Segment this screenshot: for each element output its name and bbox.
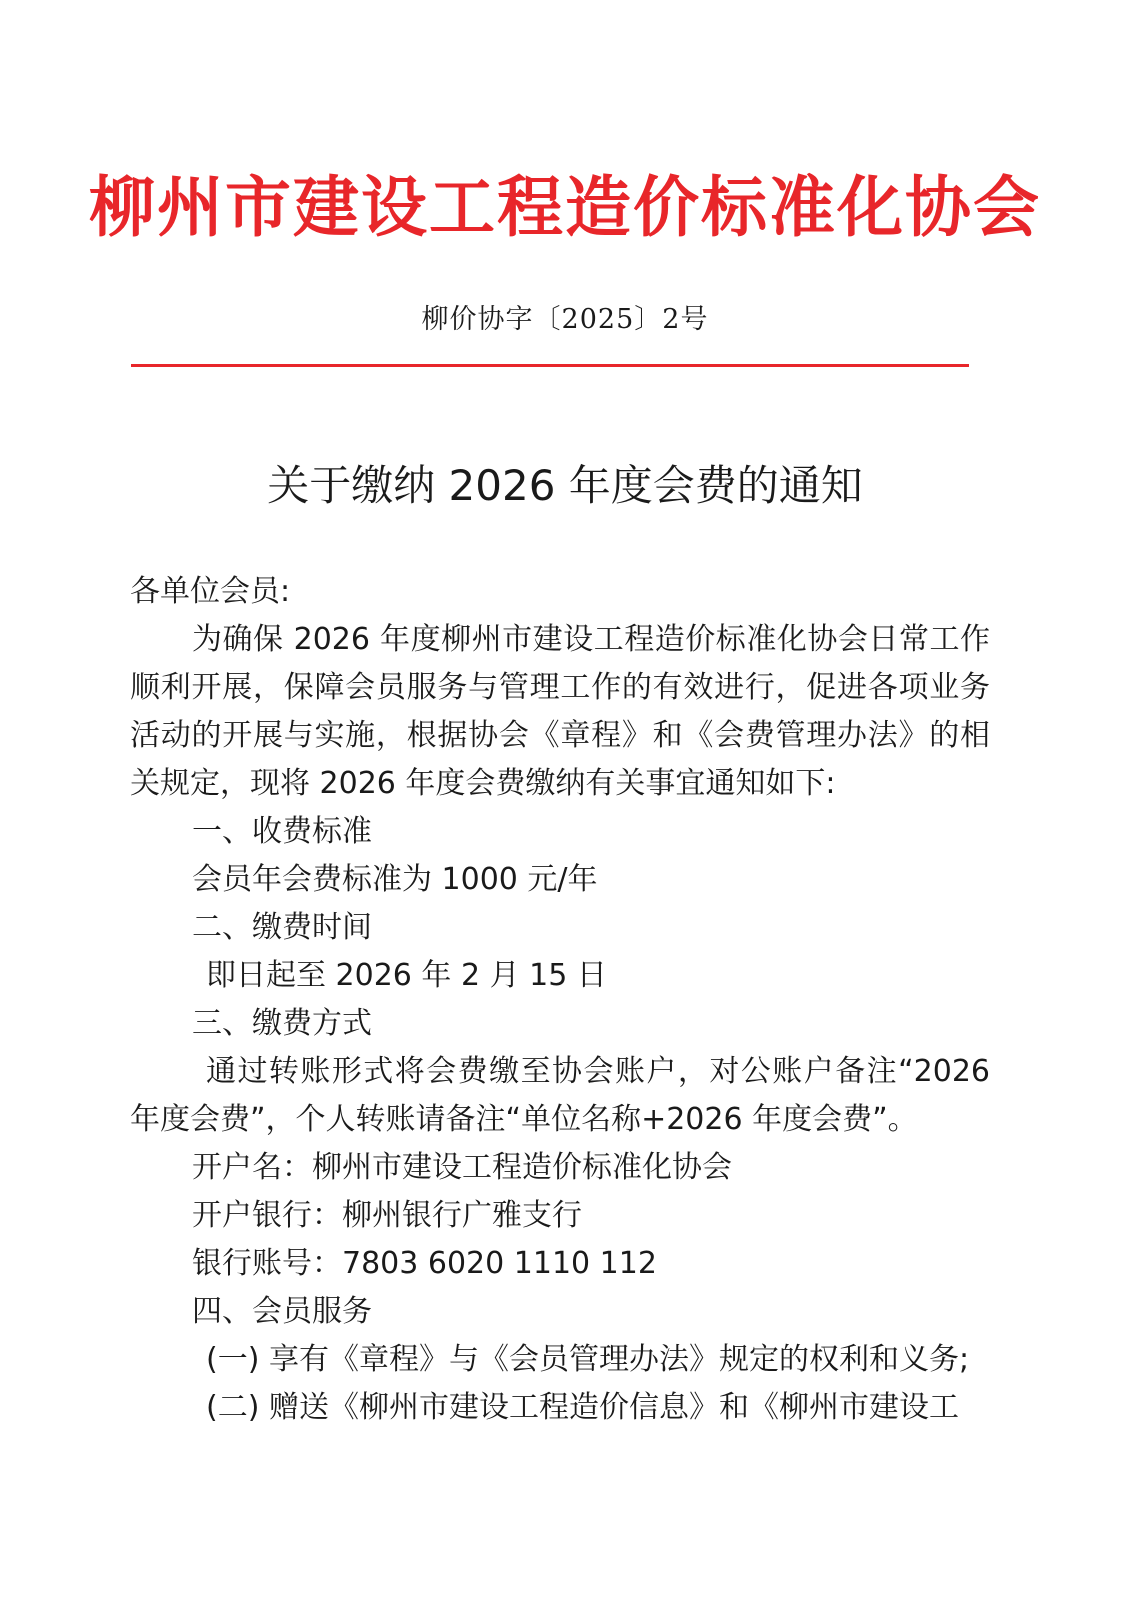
intro-line: 关规定，现将 2026 年度会费缴纳有关事宜通知如下: (130, 766, 836, 801)
section2-heading: 二、缴费时间 (192, 910, 372, 945)
notice-title: 关于缴纳 2026 年度会费的通知 (267, 461, 863, 510)
section1-heading: 一、收费标准 (192, 814, 372, 849)
section1-text: 会员年会费标准为 1000 元/年 (192, 862, 598, 897)
section4-item: (二) 赠送《柳州市建设工程造价信息》和《柳州市建设工 (206, 1390, 959, 1425)
intro-line: 为确保 2026 年度柳州市建设工程造价标准化协会日常工作 (192, 622, 990, 657)
section3-line: 年度会费”，个人转账请备注“单位名称+2026 年度会费”。 (130, 1102, 918, 1137)
notice-body (130, 568, 990, 1432)
salutation: 各单位会员: (130, 574, 291, 609)
section4-item: (一) 享有《章程》与《会员管理办法》规定的权利和义务; (206, 1342, 970, 1377)
intro-line: 顺利开展，保障会员服务与管理工作的有效进行，促进各项业务 (130, 670, 990, 705)
section3-heading: 三、缴费方式 (192, 1006, 372, 1041)
document-number: 柳价协字〔2025〕2号 (421, 304, 709, 335)
section4-heading: 四、会员服务 (192, 1294, 372, 1329)
intro-line: 活动的开展与实施，根据协会《章程》和《会费管理办法》的相 (130, 718, 990, 753)
red-divider-line (131, 364, 969, 367)
account-bank: 开户银行：柳州银行广雅支行 (192, 1198, 582, 1233)
account-name: 开户名：柳州市建设工程造价标准化协会 (192, 1150, 732, 1185)
organization-title: 柳州市建设工程造价标准化协会 (89, 168, 1041, 246)
account-number: 银行账号：7803 6020 1110 112 (192, 1246, 657, 1281)
section3-line: 通过转账形式将会费缴至协会账户，对公账户备注“2026 (206, 1054, 990, 1089)
section2-text: 即日起至 2026 年 2 月 15 日 (206, 958, 607, 993)
